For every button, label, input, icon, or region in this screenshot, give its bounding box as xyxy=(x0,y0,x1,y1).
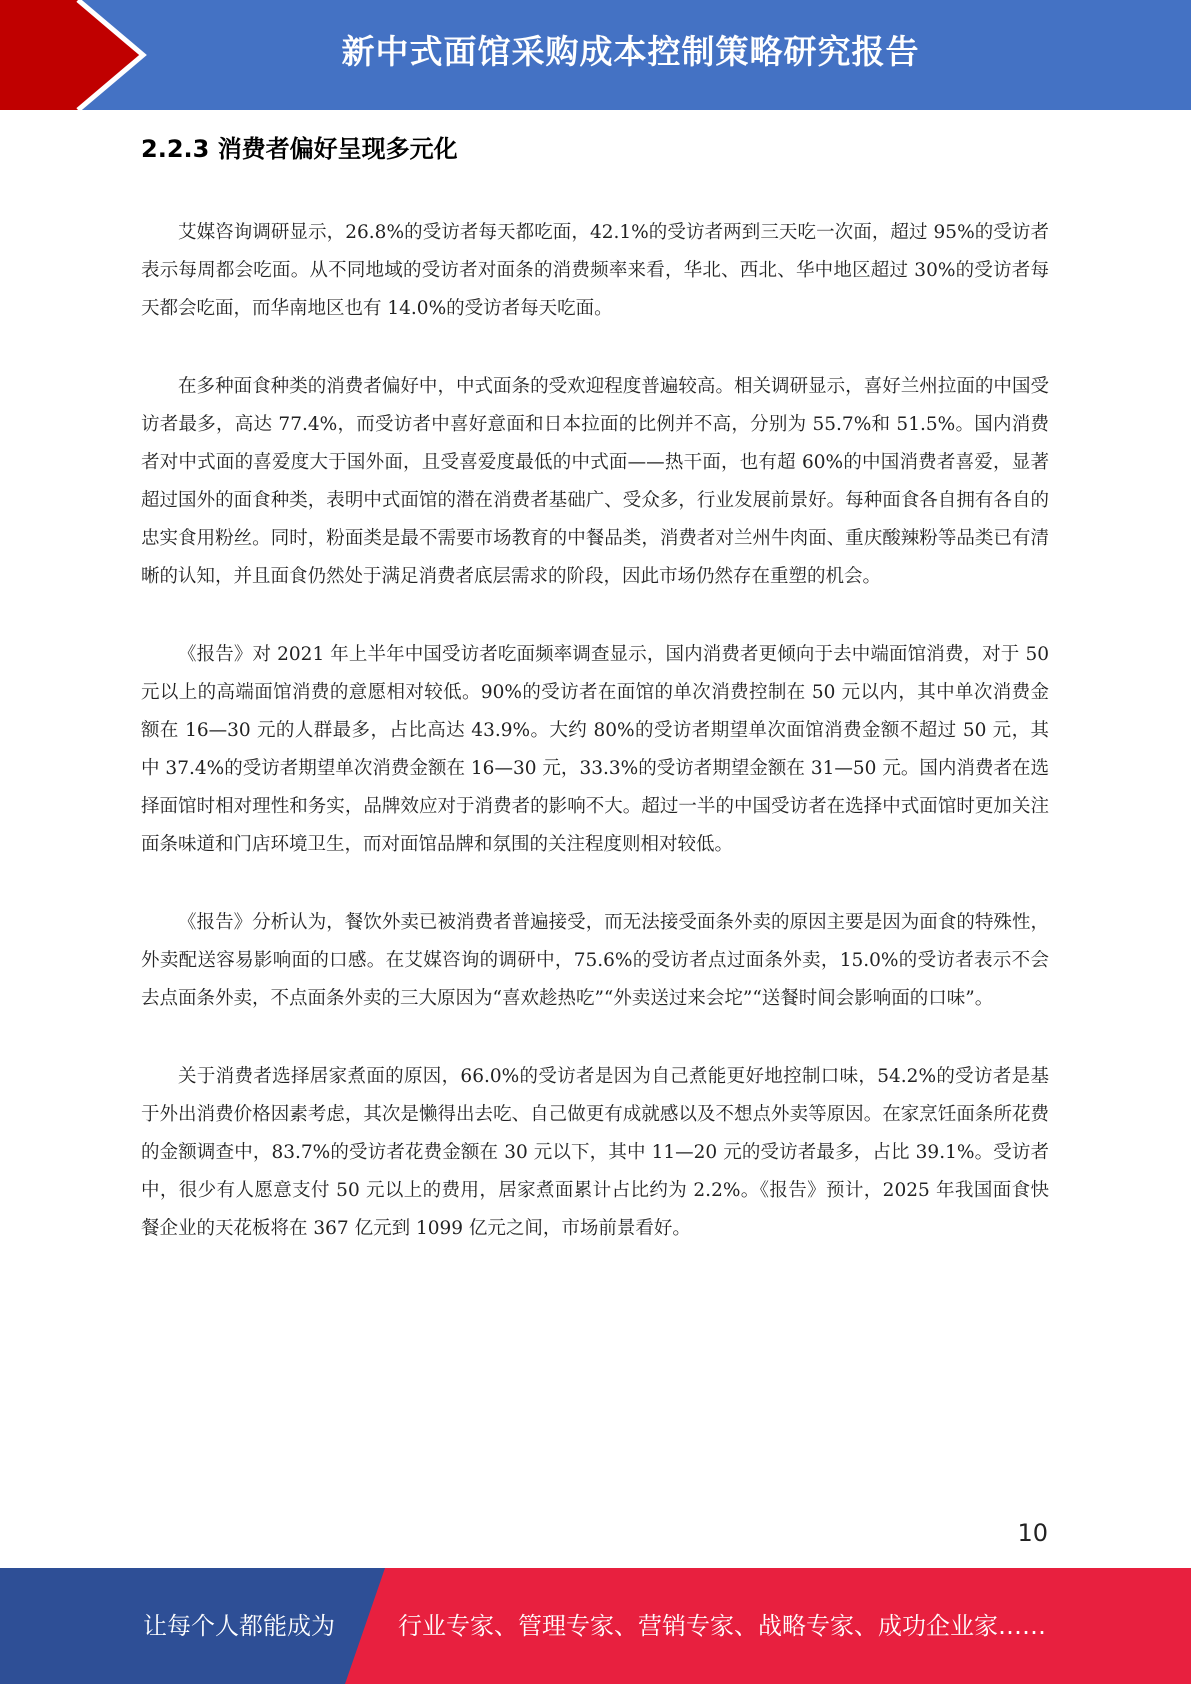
paragraph: 《报告》对 2021 年上半年中国受访者吃面频率调查显示，国内消费者更倾向于去中端面馆消费，对于 50 元以上的高端面馆消费的意愿相对较低。90%的受访者在面馆的单次消费控制在 50 元以内，其中单次消费金额在 16—30 元的人群最多，占比高达 43.9%。大约 80%的受访者期望单次面馆消费金额不超过 50 元，其中 37.4%的受访者期望单次消费金额在 16—30 元，33.3%的受访者期望金额在 31—50 元。国内消费者在选择面馆时相对理性和务实，品牌效应对于消费者的影响不大。超过一半的中国受访者在选择中式面馆时更加关注面条味道和门店环境卫生，而对面馆品牌和氛围的关注程度则相对较低。 xyxy=(141,644,1049,855)
footer-slogan-right: 行业专家、管理专家、营销专家、战略专家、成功企业家…… xyxy=(398,1612,1046,1640)
section-heading: 2.2.3 消费者偏好呈现多元化 xyxy=(141,135,458,163)
report-title: 新中式面馆采购成本控制策略研究报告 xyxy=(341,32,920,71)
paragraph: 在多种面食种类的消费者偏好中，中式面条的受欢迎程度普遍较高。相关调研显示，喜好兰州拉面的中国受访者最多，高达 77.4%，而受访者中喜好意面和日本拉面的比例并不高，分别为 55.7%和 51.5%。国内消费者对中式面的喜爱度大于国外面，且受喜爱度最低的中式面——热干面，也有超 60%的中国消费者喜爱，显著超过国外的面食种类，表明中式面馆的潜在消费者基础广、受众多，行业发展前景好。每种面食各自拥有各自的忠实食用粉丝。同时，粉面类是最不需要市场教育的中餐品类，消费者对兰州牛肉面、重庆酸辣粉等品类已有清晰的认知，并且面食仍然处于满足消费者底层需求的阶段，因此市场仍然存在重塑的机会。 xyxy=(141,376,1049,587)
paragraph: 《报告》分析认为，餐饮外卖已被消费者普遍接受，而无法接受面条外卖的原因主要是因为面食的特殊性，外卖配送容易影响面的口感。在艾媒咨询的调研中，75.6%的受访者点过面条外卖，15.0%的受访者表示不会去点面条外卖，不点面条外卖的三大原因为“喜欢趁热吃”“外卖送过来会坨”“送餐时间会影响面的口味”。 xyxy=(141,912,1049,1009)
page-footer xyxy=(0,1568,1191,1684)
footer-slogan-left: 让每个人都能成为 xyxy=(143,1612,335,1640)
paragraph: 艾媒咨询调研显示，26.8%的受访者每天都吃面，42.1%的受访者两到三天吃一次面，超过 95%的受访者表示每周都会吃面。从不同地域的受访者对面条的消费频率来看，华北、西北、华中地区超过 30%的受访者每天都会吃面，而华南地区也有 14.0%的受访者每天吃面。 xyxy=(141,222,1049,319)
page-number: 10 xyxy=(1017,1519,1048,1547)
page-header xyxy=(0,0,1191,110)
body-content xyxy=(141,214,1049,1288)
paragraph: 关于消费者选择居家煮面的原因，66.0%的受访者是因为自己煮能更好地控制口味，54.2%的受访者是基于外出消费价格因素考虑，其次是懒得出去吃、自己做更有成就感以及不想点外卖等原因。在家烹饪面条所花费的金额调查中，83.7%的受访者花费金额在 30 元以下，其中 11—20 元的受访者最多，占比 39.1%。受访者中，很少有人愿意支付 50 元以上的费用，居家煮面累计占比约为 2.2%。《报告》预计，2025 年我国面食快餐企业的天花板将在 367 亿元到 1099 亿元之间，市场前景看好。 xyxy=(141,1066,1049,1239)
